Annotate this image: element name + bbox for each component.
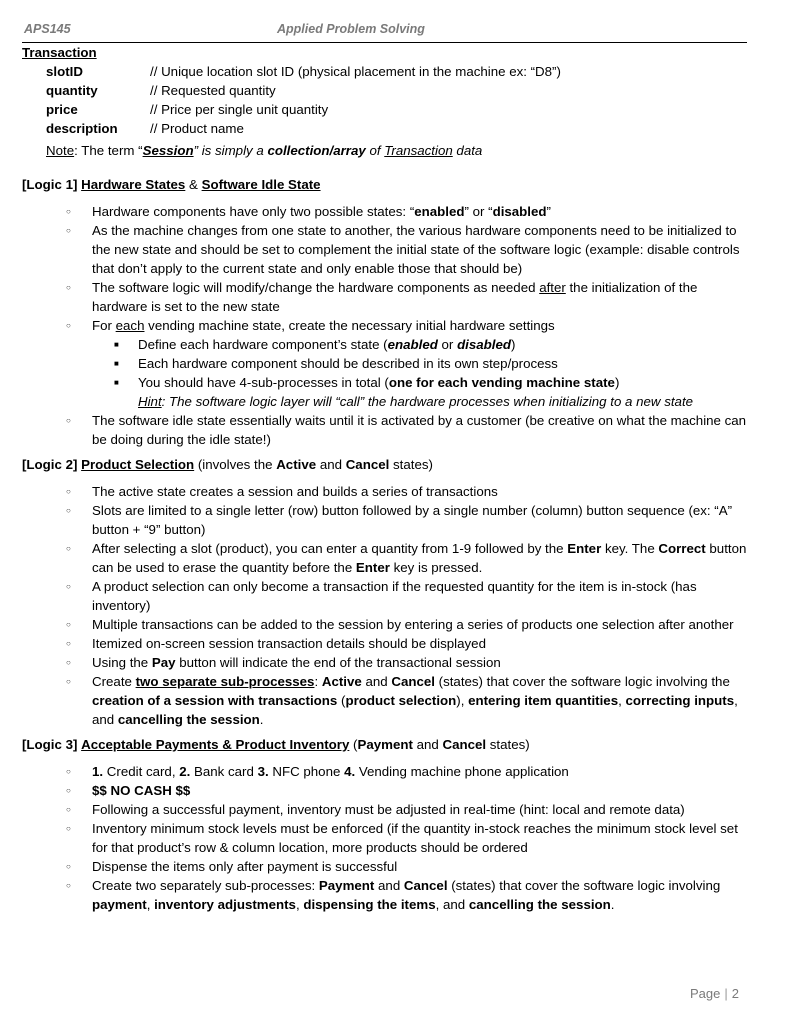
page-footer (690, 986, 739, 1001)
field-desc: // Price per single unit quantity (150, 102, 329, 117)
field-desc: // Unique location slot ID (physical placement in the machine ex: “D8”) (150, 64, 561, 79)
field-row (22, 62, 752, 81)
sub-list-item: ■ Each hardware component should be described in its own step/process (92, 354, 752, 373)
list-item: ○ 1. Credit card, 2. Bank card 3. NFC phone 4. Vending machine phone application (22, 762, 752, 781)
logic1-heading: [Logic 1] Hardware States & Software Idle State (22, 177, 321, 192)
field-row (22, 119, 752, 138)
logic3-heading: [Logic 3] Acceptable Payments & Product Inventory (Payment and Cancel states) (22, 737, 530, 752)
logic2-heading: [Logic 2] Product Selection (involves the Active and Cancel states) (22, 457, 433, 472)
course-title: Applied Problem Solving (277, 22, 425, 36)
field-desc: // Product name (150, 121, 244, 136)
list-item: ○ After selecting a slot (product), you can enter a quantity from 1-9 followed by the Enter key. The Correct button can be used to erase the quantity before the Enter key is pressed. (22, 539, 752, 577)
list-item: ○ A product selection can only become a transaction if the requested quantity for the item is in-stock (has inventory) (22, 577, 752, 615)
hint-text: Hint: The software logic layer will “call” the hardware processes when initializing to a new state (138, 394, 694, 409)
logic3-section (22, 735, 752, 914)
document-body (22, 43, 752, 914)
list-item: ○ Create two separately sub-processes: Payment and Cancel (states) that cover the software logic involving payment, inventory adjustments, dispensing the items, and cancelling the session. (22, 876, 752, 914)
session-note: Note: The term “Session” is simply a collection/array of Transaction data (46, 143, 483, 158)
list-item: ○ The software idle state essentially waits until it is activated by a customer (be creative on what the machine can be doing during the idle state!) (22, 411, 752, 449)
list-item: ○ $$ NO CASH $$ (22, 781, 752, 800)
page-header (22, 20, 747, 43)
list-item: ○ Dispense the items only after payment is successful (22, 857, 752, 876)
sub-list-item: ■ Define each hardware component’s state (enabled or disabled) (92, 335, 752, 354)
page-number: 2 (731, 986, 739, 1001)
list-item: ○ Hardware components have only two possible states: “enabled” or “disabled” (22, 202, 752, 221)
logic2-list (22, 482, 752, 729)
list-item: ○ Slots are limited to a single letter (row) button followed by a single number (column) button sequence (ex: “A” button + “9” button) (22, 501, 752, 539)
page-separator: | (724, 986, 728, 1001)
field-name: quantity (46, 83, 98, 98)
list-item: ○ Following a successful payment, inventory must be adjusted in real-time (hint: local and remote data) (22, 800, 752, 819)
list-item: ○ Inventory minimum stock levels must be enforced (if the quantity in-stock reaches the minimum stock level set for that product’s row & column location, more products should be ordered (22, 819, 752, 857)
list-item: ○ Using the Pay button will indicate the end of the transactional session (22, 653, 752, 672)
field-name: description (46, 121, 118, 136)
field-name: slotID (46, 64, 83, 79)
list-item: ○ As the machine changes from one state to another, the various hardware components need to be initialized to the new state and should be set to complement the initial state of the software logic (example: disable controls that don’t apply to the current state and only enable those that should be) (22, 221, 752, 278)
field-row (22, 100, 752, 119)
list-item: ○ The active state creates a session and builds a series of transactions (22, 482, 752, 501)
logic3-list (22, 762, 752, 914)
list-item: ○ Itemized on-screen session transaction details should be displayed (22, 634, 752, 653)
list-item: ○ Multiple transactions can be added to the session by entering a series of products one selection after another (22, 615, 752, 634)
field-row (22, 81, 752, 100)
course-code: APS145 (24, 22, 71, 36)
list-item: ○ The software logic will modify/change the hardware components as needed after the initialization of the hardware is set to the new state (22, 278, 752, 316)
logic2-section (22, 455, 752, 729)
transaction-title: Transaction (22, 45, 97, 60)
field-desc: // Requested quantity (150, 83, 276, 98)
list-item: ○ Create two separate sub-processes: Active and Cancel (states) that cover the software logic involving the creation of a session with transactions (product selection), entering item quantities, correcting inputs, and cancelling the session. (22, 672, 752, 729)
field-name: price (46, 102, 78, 117)
logic1-section (22, 175, 752, 449)
logic1-sublist (92, 335, 752, 411)
list-item: ○ For each vending machine state, create the necessary initial hardware settings ■ Define each hardware component’s state (enabled or disabled) ■ Each hardware component should be described in its own step/process ■ You should have 4-sub-processes in total (one for each vending machine state) Hint: The software logic layer will “call” the hardware processes when initializing to a new state (22, 316, 752, 411)
sub-list-item: ■ You should have 4-sub-processes in total (one for each vending machine state) Hint: The software logic layer will “call” the hardware processes when initializing to a new state (92, 373, 752, 411)
logic1-list (22, 202, 752, 449)
page-label: Page (690, 986, 721, 1001)
